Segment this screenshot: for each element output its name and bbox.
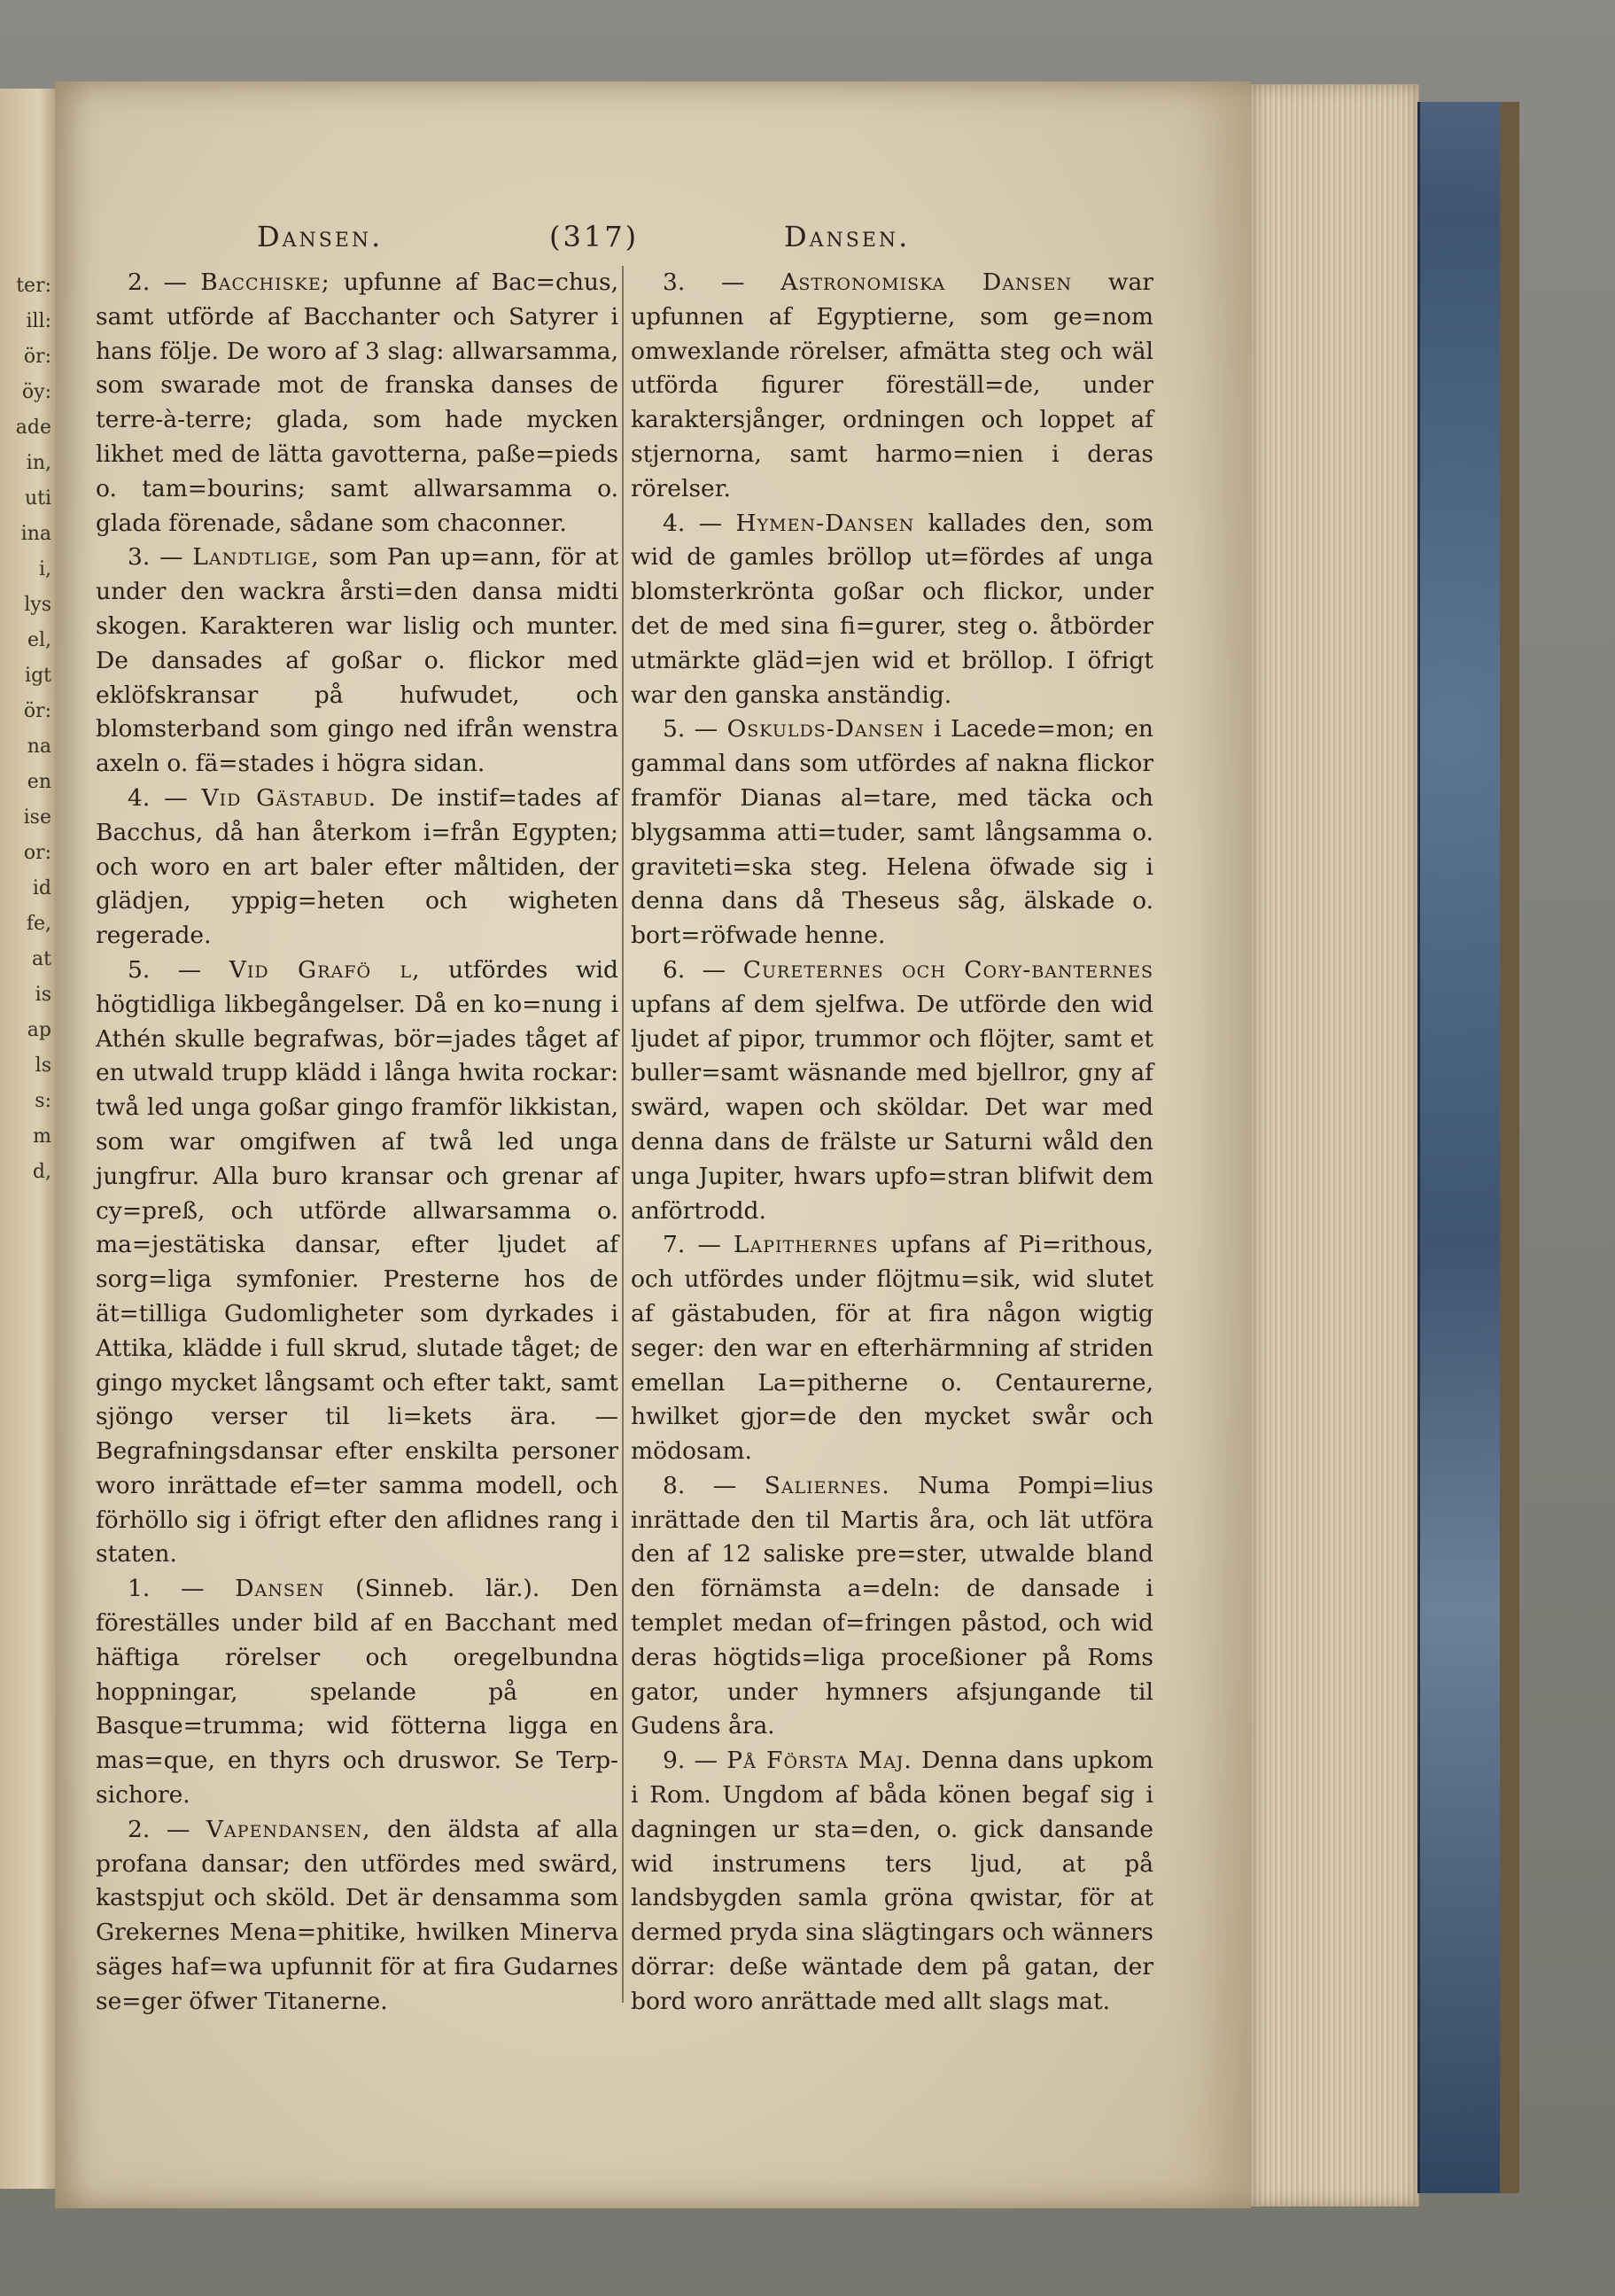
- margin-fragment: igt: [25, 665, 51, 687]
- margin-fragment: or:: [23, 842, 51, 864]
- running-head-right: Dansen.: [784, 220, 911, 253]
- margin-fragment: ör:: [23, 346, 51, 368]
- page-number: (317): [549, 220, 640, 253]
- dictionary-entry: [631, 1228, 1153, 1469]
- entry-term: Vid Grafö l,: [229, 955, 421, 984]
- margin-fragment: d,: [32, 1161, 51, 1183]
- margin-fragment: ter:: [16, 275, 51, 297]
- entry-term: Cureternes och Cory-banternes: [742, 955, 1153, 984]
- entry-text: upfans af dem sjelfwa. De utförde den wid ljudet af pipor, trummor och flöjter, samt et buller=samt wäsnande med bjellror, gny af swärd, wapen och sköldar. Det war med denna dans de frälste ur Saturni wåld den unga Jupiter, hwars upfo=stran blifwit dem anförtrodd.: [631, 990, 1153, 1225]
- dictionary-entry: [631, 266, 1153, 507]
- entry-term: Hymen-Dansen: [735, 509, 915, 537]
- dictionary-entry: [96, 1572, 618, 1813]
- margin-fragment: fe,: [26, 913, 51, 935]
- entry-number: 5. —: [663, 715, 727, 743]
- dictionary-entry: [631, 953, 1153, 1228]
- entry-text: i Lacede=mon; en gammal dans som utfördes af nakna flickor framför Dianas al=tare, med täcka och blygsamma atti=tuder, samt långsamma o. graviteti=ska steg. Helena öfwade sig i denna dans då Theseus såg, älskade o. bort=röfwade henne.: [631, 715, 1153, 950]
- entry-text: den äldsta af alla profana dansar; den utfördes med swärd, kastspjut och sköld. Det är densamma som Grekernes Mena=phitike, hwilken Minerva säges haf=wa upfunnit för at fira Gudarnes se=ger öfwer Titanerne.: [96, 1815, 618, 2015]
- entry-number: 7. —: [663, 1231, 734, 1259]
- dictionary-entry: [631, 1469, 1153, 1744]
- margin-fragment: ade: [15, 416, 51, 439]
- dictionary-entry: [96, 782, 618, 953]
- entry-text: war upfunnen af Egyptierne, som ge=nom omwexlande rörelser, afmätta steg och wäl utförda figurer föreställ=de, under karaktersjånger, ordningen och loppet af stjernorna, samt harmo=nien i deras rörelser.: [631, 269, 1154, 502]
- margin-fragment: at: [32, 948, 51, 970]
- entry-text: Denna dans upkom i Rom. Ungdom af båda könen begaf sig i dagningen ur sta=den, o. gick dansande wid instrumens ters ljud, at på landsbygden samla gröna qwistar, för at dermed pryda sina slägtingars och wänners dörrar: deße wäntade dem på gatan, der bord woro anrättade med allt slags mat.: [631, 1747, 1154, 2015]
- page-block-edge: [1251, 84, 1419, 2206]
- entry-number: 1. —: [128, 1575, 236, 1603]
- entry-number: 2. —: [128, 1815, 206, 1843]
- entry-text: utfördes wid högtidliga likbegångelser. Då en ko=nung i Athén skulle begrafwas, bör=jades tåget af en utwald trupp klädd i långa hwita rockar: twå led unga goßar gingo framför likkistan, som war omgifwen af twå led unga jungfrur. Alla buro kransar och grenar af cy=preß, och utförde allwarsamma o. ma=jestätiska dansar, efter ljudet af sorg=liga symfonier. Presterne hos de ät=tilliga Gudomligheter som dyrkades i Attika, klädde i full skrud, slutade tåget; de gingo mycket långsamt och efter takt, samt sjöngo verser til li=kets ära. — Begrafningsdansar efter enskilta personer woro inrättade ef=ter samma modell, och förhöllo sig i öfrigt efter den aflidnes rang i staten.: [96, 955, 618, 1568]
- entry-term: Vid Gästabud.: [201, 783, 377, 812]
- margin-fragment: en: [27, 771, 51, 793]
- entry-text: som Pan up=ann, för at under den wackra årsti=den dansa midti skogen. Karakteren war lislig och munter. De dansades af goßar o. flickor med eklöfskransar på hufwudet, och blomsterband som gingo ned ifrån wenstra axeln o. fä=stades i högra sidan.: [96, 543, 618, 778]
- entry-number: 8. —: [663, 1471, 765, 1499]
- entry-number: 4. —: [128, 783, 202, 812]
- facing-page-edge: [0, 89, 57, 2189]
- entry-number: 2. —: [128, 269, 201, 296]
- left-column: [96, 266, 618, 2020]
- entry-term: Astronomiska Dansen: [780, 269, 1073, 296]
- entry-term: Lapithernes: [733, 1231, 879, 1259]
- entry-text: upfans af Pi=rithous, och utfördes under flöjtmu=sik, wid slutet af gästabuden, för at fira någon wigtig seger: den war en efterhärmning af striden emellan La=pitherne o. Centaurerne, hwilket gjor=de den mycket swår och mödosam.: [631, 1231, 1153, 1466]
- marbled-cover: [1417, 102, 1519, 2193]
- entry-text: kallades den, som wid de gamles bröllop ut=fördes af unga blomsterkrönta goßar och flickor, under det de med sina fi=gurer, steg o. åtbörder utmärkte gläd=jen wid et bröllop. I öfrigt war den ganska anständig.: [631, 509, 1153, 709]
- margin-fragment: uti: [24, 487, 51, 510]
- dictionary-entry: [631, 712, 1153, 953]
- margin-fragment: is: [35, 984, 51, 1006]
- entry-term: Vapendansen,: [206, 1815, 371, 1843]
- entry-text: upfunne af Bac=chus, samt utförde af Bacchanter och Satyrer i hans följe. De woro af 3 slag: allwarsamma, som swarade mot de franska danses de terre-à-terre; glada, som hade mycken likhet med de lätta gavotterna, paße=pieds o. tam=bourins; samt allwarsamma o. glada förenade, sådane som chaconner.: [96, 269, 618, 537]
- entry-term: Oskulds-Dansen: [726, 715, 925, 743]
- entry-number: 6. —: [663, 955, 743, 984]
- entry-term: På Första Maj.: [726, 1747, 912, 1775]
- entry-number: 3. —: [128, 543, 193, 572]
- margin-fragment: öy:: [21, 381, 51, 403]
- margin-fragment: lys: [24, 594, 51, 616]
- dictionary-entry: [96, 266, 618, 541]
- entry-text: De instif=tades af Bacchus, då han återkom i=från Egypten; och woro en art baler efter måltiden, der glädjen, yppig=heten och wigheten regerade.: [96, 783, 618, 950]
- margin-fragment: m: [33, 1125, 51, 1148]
- margin-fragment: id: [32, 877, 51, 899]
- entry-term: Saliernes.: [764, 1471, 890, 1499]
- margin-fragment: ina: [20, 523, 51, 545]
- column-rule: [622, 266, 624, 2003]
- dictionary-entry: [631, 507, 1153, 713]
- entry-term: Dansen: [235, 1575, 325, 1603]
- margin-fragment: ill:: [26, 310, 51, 332]
- entry-term: Bacchiske;: [200, 269, 330, 296]
- margin-fragment: i,: [38, 558, 51, 580]
- margin-fragment: s:: [35, 1090, 51, 1112]
- margin-fragment: ls: [35, 1055, 51, 1077]
- margin-fragment: in,: [26, 452, 51, 474]
- margin-fragment: ise: [23, 806, 51, 829]
- margin-fragment: ör:: [23, 700, 51, 722]
- margin-fragment: el,: [27, 629, 51, 651]
- entry-text: Numa Pompi=lius inrättade den til Martis åra, och lät utföra den af 12 saliske pre=ster, utwalde bland den förnämsta a=deln: de dansade i templet medan of=fringen påstod, och wid deras högtids=liga proceßioner på Roms gator, under hymners afsjungande til Gudens åra.: [631, 1471, 1153, 1740]
- dictionary-entry: [631, 1744, 1153, 2019]
- right-column: [631, 266, 1153, 2020]
- margin-fragment: ap: [27, 1019, 51, 1041]
- entry-number: 5. —: [128, 955, 229, 984]
- entry-term: Landtlige,: [192, 543, 320, 572]
- entry-text: (Sinneb. lär.). Den föreställes under bild af en Bacchant med häftiga rörelser och oregelbundna hoppningar, spelande på en Basque=trumma; wid fötterna ligga en mas=que, en thyrs och druswor. Se Terp-sichore.: [96, 1575, 619, 1810]
- running-head-left: Dansen.: [257, 220, 384, 253]
- entry-number: 9. —: [663, 1747, 727, 1775]
- dictionary-entry: [96, 1813, 618, 2020]
- entry-number: 3. —: [663, 269, 781, 296]
- margin-fragment: na: [27, 735, 51, 758]
- cover-spine: [1500, 102, 1519, 2193]
- dictionary-entry: [96, 541, 618, 782]
- dictionary-entry: [96, 953, 618, 1572]
- entry-number: 4. —: [663, 509, 736, 537]
